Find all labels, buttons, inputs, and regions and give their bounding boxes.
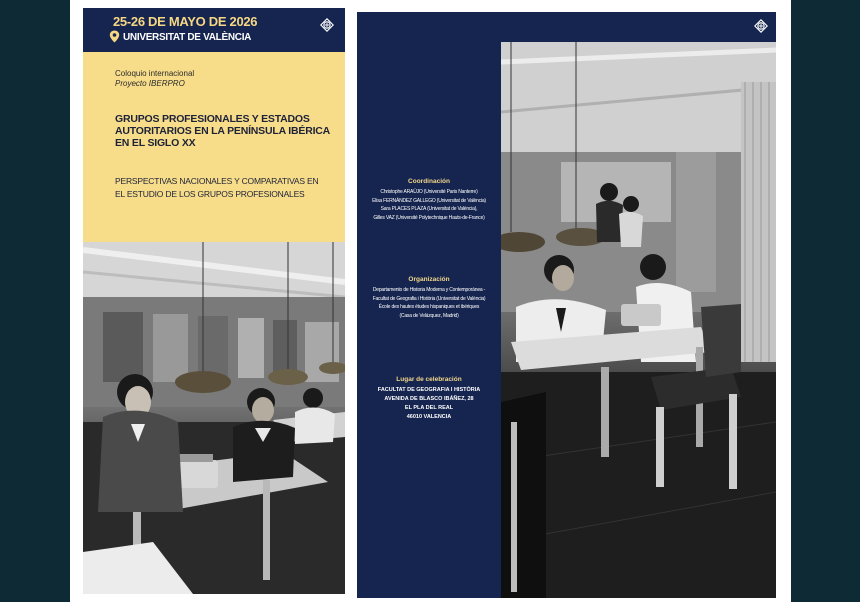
poster-cover-panel	[83, 8, 345, 594]
venue-heading: Lugar de celebración	[396, 376, 462, 383]
location-pin-icon	[109, 30, 120, 43]
coordinator-line: Christophe ARAÜJO (Université Paris Nanterre)	[380, 189, 478, 195]
header-band	[83, 8, 345, 52]
archive-office-photo	[83, 242, 345, 594]
coordinator-line: Elisa FERNÁNDEZ GALLEGO (Universitat de València)	[372, 197, 486, 204]
coordinator-line: Sara PLACES PLAZA (Universitat de València),	[380, 206, 478, 212]
event-title: GRUPOS PROFESIONALES Y ESTADOS AUTORITARIOS EN LA PENÍNSULA IBÉRICA EN EL SIGLO XX	[115, 113, 330, 149]
project-name: Proyecto IBERPRO	[115, 79, 185, 88]
venue-line: AVENIDA DE BLASCO IBÁÑEZ, 28	[384, 396, 474, 402]
university-name: UNIVERSITAT DE VALÈNCIA	[123, 32, 252, 43]
poster-info-panel	[357, 12, 776, 598]
venue-section	[357, 375, 501, 422]
organizer-line: Facultat de Geografia i Història (Universitat de València)	[372, 295, 486, 302]
seal-icon	[754, 19, 768, 33]
seal-icon	[320, 18, 334, 32]
organizer-line: (Casa de Velázquez, Madrid)	[399, 312, 459, 319]
venue-line: FACULTAT DE GEOGRAFIA I HISTÒRIA	[377, 387, 481, 393]
venue-line: EL PLA DEL REAL	[404, 405, 454, 411]
organization-section	[357, 275, 501, 320]
organizer-line: École des hautes études hispaniques et ibériques	[378, 304, 480, 310]
coordination-heading: Coordinación	[408, 178, 450, 185]
coordinator-line: Gilles VAZ (Université Polytechnique Hauts-de-France)	[373, 214, 485, 221]
venue-line: 46010 VALENCIA	[406, 414, 452, 420]
event-subtitle: PERSPECTIVAS NACIONALES Y COMPARATIVAS EN EL ESTUDIO DE LOS GRUPOS PROFESIONALES	[115, 176, 319, 199]
coordination-section	[357, 177, 501, 222]
organization-heading: Organización	[408, 276, 450, 283]
event-date: 25-26 DE MAYO DE 2026	[113, 14, 258, 29]
organizer-line: Departamento de Historia Moderna y Contemporánea -	[372, 287, 486, 293]
archive-reading-room-photo	[501, 42, 776, 598]
event-type: Coloquio internacional	[115, 69, 195, 78]
